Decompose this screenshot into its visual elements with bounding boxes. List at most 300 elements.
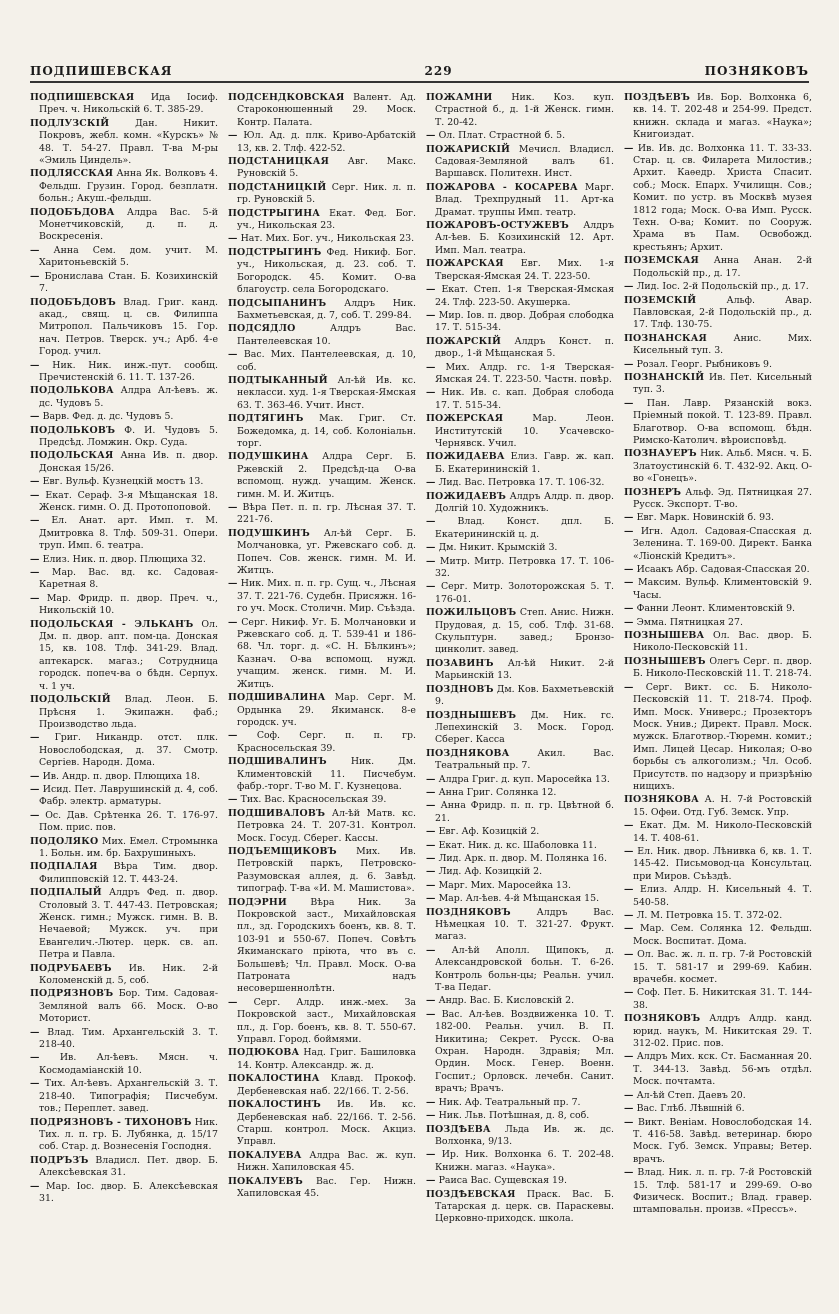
entry-details: Тих. Ал-ѣевъ. Архангельскій 3. Т. 218-40. Типографія; Писчебум. тов.; Переплет. завед.: [39, 1078, 218, 1115]
directory-entry: [228, 182, 416, 207]
entry-details: Ал-ѣй Степ. Даевъ 20.: [636, 1089, 746, 1101]
entry-surname: —: [624, 681, 634, 693]
directory-entry: [624, 512, 812, 524]
entry-details: Пан. Лавр. Рязанскій вокз. Пріемный покой. Т. 123-89. Правл. Благотвор. О-ва вспомощ. бѣдн. Римско-Католич. вѣроисповѣд.: [633, 397, 812, 446]
entry-surname: —: [426, 581, 436, 593]
entry-details: Над. Григ. Башиловка 14. Контр. Александр. ж. д.: [237, 1047, 416, 1071]
directory-entry: [228, 578, 416, 615]
directory-entry: [426, 995, 614, 1007]
entry-details: Фед. Никиф. Бог. уч., Никольская, д. 23. соб. Т. Богородск. 45. Комит. О-ва благоустр. села Богородскаго.: [237, 246, 416, 296]
directory-entry: [624, 359, 812, 371]
entry-surname: —: [426, 130, 436, 142]
directory-entry: [426, 853, 614, 865]
entry-details: Дм. Никит. Крымскій 3.: [438, 542, 558, 554]
entry-details: Фанни Леонт. Климентовскій 9.: [636, 603, 796, 615]
directory-entry: [624, 487, 812, 512]
directory-entry: [228, 1099, 416, 1149]
directory-entry: [426, 1110, 614, 1122]
entry-details: Екат. Дм. М. Николо-Песковскій 14. Т. 408-61.: [633, 820, 812, 844]
entry-surname: —: [624, 845, 634, 857]
directory-entry: [228, 375, 416, 412]
directory-entry: [426, 542, 614, 554]
entry-surname: ПОДСТРЫГИНЪ: [228, 246, 322, 258]
entry-surname: —: [30, 783, 40, 795]
directory-entry: [426, 1175, 614, 1187]
entry-details: Вѣра Тим. двор. Филипповскій 12. Т. 443-24.: [39, 861, 218, 885]
entry-surname: ПОЖИЛЬЦОВЪ: [426, 607, 517, 619]
entry-surname: ПОДСЕНДКОВСКАЯ: [228, 92, 345, 103]
entry-surname: ПОДОЛЬСКАЯ - ЭЛЬКАНЪ: [30, 618, 194, 630]
directory-entry: [228, 413, 416, 450]
directory-entry: [426, 362, 614, 387]
entry-surname: ПОДРУБАЕВЪ: [30, 962, 112, 974]
column-3: [426, 92, 614, 1304]
directory-entry: [30, 593, 218, 618]
directory-entry: [624, 603, 812, 615]
entry-details: Варв. Фед. д. дс. Чудовъ 5.: [42, 411, 174, 423]
entry-surname: ПОЖАРОВА - КОСАРЕВА: [426, 181, 578, 193]
entry-surname: —: [624, 525, 634, 537]
directory-entry: [30, 271, 218, 296]
entry-surname: —: [426, 361, 436, 373]
entry-surname: —: [426, 1149, 436, 1161]
directory-entry: [426, 787, 614, 799]
entry-details: Алдра Ал-ѣевъ. ж. дс. Чудовъ 5.: [39, 385, 218, 409]
entry-details: Олегъ Серг. п. двор. Б. Николо-Песковскій 11. Т. 218-74.: [633, 655, 812, 680]
directory-entry: [624, 1013, 812, 1050]
directory-entry: [426, 413, 614, 450]
entry-surname: ПОДЪЕМЩИКОВЪ: [228, 845, 337, 857]
entry-details: Ал-ѣй Никит. 2-й Марьинскій 13.: [435, 657, 614, 682]
entry-surname: ПОДРЯЗНОВЪ: [30, 988, 114, 1000]
entry-details: Тих. Вас. Красносельская 39.: [240, 794, 387, 806]
directory-entry: [228, 502, 416, 527]
entry-surname: —: [30, 732, 40, 744]
entry-details: Клавд. Прокоф. Дербеневская наб. 22/166. Т. 2-56.: [237, 1073, 416, 1097]
directory-entry: [624, 682, 812, 794]
entry-surname: —: [30, 1078, 40, 1090]
entry-details: Ал-ѣй Аполл. Щипокъ, д. Александровской больн. Т. 6-26. Контроль больн-цы; Реальн. учил. Т-ва Педаг.: [435, 944, 614, 994]
entry-details: Ив. Ал-ѣевъ. Мясн. ч. Космодаміанскій 10.: [39, 1052, 218, 1076]
entry-surname: ПОДСТАНИЦКІЙ: [228, 181, 327, 193]
directory-entry: [228, 233, 416, 245]
entry-surname: ПОЗНЫШЕВЪ: [624, 655, 706, 667]
entry-surname: ПОКАЛУЕВА: [228, 1149, 302, 1161]
entry-details: Евг. Вульф. Кузнецкій мостъ 13.: [42, 476, 204, 488]
directory-entry: [624, 794, 812, 819]
entry-details: Ник. Тих. л. п. гр. Б. Лубянка, д. 15/17 соб. Стар. д. Вознесенія Господня.: [39, 1116, 218, 1153]
entry-surname: ПОДРЯЗНОВЪ - ТИХОНОВЪ: [30, 1116, 192, 1128]
entry-surname: ПОДСТРЫГИНА: [228, 207, 321, 219]
directory-entry: [624, 884, 812, 909]
entry-surname: —: [426, 1008, 436, 1020]
header-left-keyword: ПОДПИШЕВСКАЯ: [30, 64, 173, 78]
directory-entry: [30, 567, 218, 592]
entry-details: Соф. Серг. п. п. гр. Красносельская 39.: [237, 730, 416, 754]
entry-details: Мих. Ив. Петровскій паркъ, Петровско-Разумовская аллея, д. 6. Завѣд. типограф. Т-ва «И. М. Машистова».: [237, 845, 416, 895]
directory-entry: [426, 893, 614, 905]
directory-entry: [30, 411, 218, 423]
entry-surname: ПОДПИШЕВСКАЯ: [30, 92, 135, 103]
entry-details: Исид. Пет. Лаврушинскій д. 4, соб. Фабр. электр. арматуры.: [39, 783, 218, 808]
entry-surname: ПОЖИДАЕВЪ: [426, 490, 506, 502]
entry-surname: —: [624, 987, 634, 999]
entry-surname: —: [624, 564, 634, 576]
entry-details: Ник. Ник. инж.-пут. сообщ. Пречистенскій 6. 11. Т. 137-26.: [39, 359, 218, 383]
directory-entry: [426, 310, 614, 335]
entry-details: Розал. Георг. Рыбниковъ 9.: [636, 358, 772, 370]
entry-details: Ник. Альб. Мясн. ч. Б. Златоустинскій 6. Т. 432-92. Акц. О-во «Гонецъ».: [633, 448, 812, 485]
entry-details: Марг. Влад. Трехпрудный 11. Арт-ка Драмат. труппы Имп. театр.: [435, 181, 614, 218]
entry-details: Анна Анан. 2-й Подольскій пр., д. 17.: [633, 255, 812, 279]
directory-entry: [624, 630, 812, 655]
entry-surname: —: [30, 476, 40, 488]
entry-details: Л. М. Петровка 15. Т. 372-02.: [636, 910, 783, 921]
entry-surname: —: [426, 852, 436, 864]
entry-details: Мак. Григ. Ст. Божедомка, д. 14, соб. Колоніальн. торг.: [237, 413, 416, 449]
entry-details: Анна Григ. Солянка 12.: [438, 786, 557, 798]
directory-entry: [30, 425, 218, 450]
entry-details: Ник. Дм. Климентовскій 11. Писчебум. фабр.-торг. Т-во М. Г. Кузнецова.: [237, 756, 416, 792]
entry-surname: —: [426, 839, 436, 851]
entry-details: Ив. Ив. кс. Дербеневская наб. 22/166. Т. 2-56. Старш. контрол. Моск. Акциз. Управл.: [237, 1099, 416, 1148]
directory-entry: [228, 617, 416, 691]
directory-entry: [426, 477, 614, 489]
entry-details: Мар. Іос. двор. Б. Алексѣевская 31.: [39, 1180, 218, 1204]
entry-surname: ПОДШИВАЛИНЪ: [228, 756, 327, 768]
entry-details: Мар. Ал-ѣев. 4-й Мѣщанская 15.: [438, 893, 600, 905]
column-2: [228, 92, 416, 1304]
entry-surname: ПОЗНЫШЕВА: [624, 630, 705, 642]
entry-surname: —: [426, 309, 436, 321]
directory-entry: [426, 1097, 614, 1109]
directory-entry: [228, 323, 416, 348]
directory-entry: [624, 398, 812, 448]
directory-entry: [30, 810, 218, 835]
entry-details: Ник. Аф. Театральный пр. 7.: [438, 1096, 581, 1108]
entry-details: Мих. Алдр. гс. 1-я Тверская-Ямская 24. Т. 223-50. Частн. повѣр.: [435, 361, 614, 385]
directory-entry: [624, 92, 812, 142]
directory-entry: [624, 820, 812, 845]
entry-surname: —: [228, 996, 238, 1008]
directory-entry: [426, 1009, 614, 1096]
entry-surname: ПОЗАВИНЪ: [426, 657, 494, 669]
directory-entry: [624, 333, 812, 358]
entry-details: Марг. Мих. Маросейка 13.: [438, 879, 571, 891]
entry-surname: ПОКАЛУЕВЪ: [228, 1175, 303, 1187]
entry-surname: —: [426, 893, 436, 905]
directory-entry: [624, 526, 812, 563]
directory-entry: [426, 92, 614, 129]
directory-entry: [426, 607, 614, 657]
entry-details: Дан. Никит. Покровъ, жебл. комн. «Курскъ» № 48. Т. 54-27. Правл. Т-ва М-ры «Эмиль Циндель».: [39, 117, 218, 167]
entry-surname: ПОДШИВАЛОВЪ: [228, 807, 326, 819]
entry-details: Евг. Мих. 1-я Тверская-Ямская 24. Т. 223-50.: [435, 258, 614, 282]
directory-entry: [624, 923, 812, 948]
entry-details: Альф. Авар. Павловская, 2-й Подольскій пр., д. 17. Тлф. 130-75.: [633, 294, 812, 331]
entry-details: Мар. Серг. М. Ордынка 29. Якиманск. 8-е городск. уч.: [237, 692, 416, 728]
entry-surname: —: [30, 411, 40, 423]
directory-entry: [426, 1149, 614, 1174]
entry-details: Ал-ѣй Серг. Б. Молчановка, уг. Ржевскаго соб. д. Попеч. Сов. женск. гимн. М. И. Житцъ.: [237, 527, 416, 577]
entry-surname: ПОДСЯДЛО: [228, 323, 296, 335]
entry-surname: —: [426, 477, 436, 489]
entry-details: Алдръ Алдр. п. двор. Долгій 10. Художникъ.: [435, 490, 614, 514]
entry-details: Лид. Аф. Козицкій 2.: [438, 866, 543, 878]
entry-details: Ида Іосиф. Преч. ч. Никольскій 6. Т. 385-29.: [39, 92, 218, 116]
directory-entry: [426, 1124, 614, 1149]
entry-details: Ник. Мих. п. п. гр. Сущ. ч., Лѣсная 37. Т. 221-76. Судебн. Присяжн. 16-го уч. Моск. Столичн. Мир. Съѣзда.: [237, 578, 416, 615]
entry-details: Алдра Серг. Б. Ржевскій 2. Предсѣд-ца О-ва вспомощ. нужд. учащим. Женск. гимн. М. И. Житцъ.: [237, 451, 416, 500]
entry-details: Юл. Ад. д. плк. Криво-Арбатскій 13, кв. 2. Тлф. 422-52.: [237, 130, 416, 154]
entry-surname: —: [228, 502, 238, 513]
directory-entry: [624, 656, 812, 681]
directory-entry: [624, 448, 812, 485]
directory-entry: [30, 771, 218, 783]
entry-surname: —: [426, 516, 436, 528]
directory-entry: [228, 156, 416, 181]
directory-entry: [30, 118, 218, 168]
entry-surname: ПОДШИВАЛИНА: [228, 692, 326, 704]
entry-surname: ПОЗДНОВЪ: [426, 683, 494, 695]
directory-entry: [228, 1047, 416, 1072]
entry-details: Евг. Марк. Новинскій б. 93.: [636, 512, 775, 524]
entry-surname: ПОДПАЛАЯ: [30, 861, 98, 873]
directory-entry: [30, 554, 218, 566]
entry-surname: —: [30, 553, 40, 565]
entry-details: Влад. Конст. дпл. Б. Екатерининскій ц. д.: [435, 516, 614, 540]
entry-surname: —: [426, 1110, 436, 1122]
entry-details: Бор. Тим. Садовая-Земляной валъ 66. Моск. О-во Моторист.: [39, 988, 218, 1025]
entry-surname: —: [228, 349, 238, 361]
entry-surname: —: [228, 730, 238, 742]
entry-surname: ПОЗДѢЕВА: [426, 1123, 491, 1135]
directory-entry: [228, 247, 416, 297]
entry-details: Ол. Вас. двор. Б. Николо-Песковскій 11.: [633, 630, 812, 654]
entry-details: Андр. Вас. Б. Кисловскій 2.: [438, 995, 575, 1007]
directory-entry: [426, 945, 614, 995]
directory-entry: [426, 866, 614, 878]
entry-details: Влад. Тим. Архангельскій 3. Т. 218-40.: [39, 1026, 218, 1051]
directory-entry: [30, 1117, 218, 1154]
entry-details: Ив. Пет. Кисельный туп. 3.: [633, 371, 812, 396]
entry-surname: ПОЖАРСКАЯ: [426, 258, 504, 270]
entry-details: Ив. Ив. дс. Волхонка 11. Т. 33-33. Стар. ц. св. Филарета Милостив.; Архит. Каѳедр. Христа Спасит. соб.; Моск. Епарх. Училищн. Сов.; Комит. по устр. въ Москвѣ музея 1812 года; Моск. О-ва Имп. Русск. Техн. О-ва; Комит. по Сооруж. Храма въ Пам. Освобожд. крестьянъ; Архит.: [633, 142, 812, 253]
directory-entry: [426, 130, 614, 142]
entry-surname: —: [624, 1167, 634, 1179]
entry-surname: —: [624, 949, 634, 961]
entry-details: Авг. Макс. Руновскій 5.: [237, 156, 416, 180]
directory-entry: [228, 528, 416, 578]
entry-details: Анна Як. Волковъ 4. Фельдш. Грузин. Город. безплатн. больн.; Акуш.-фельдш.: [39, 168, 218, 205]
entry-surname: —: [426, 800, 436, 812]
directory-entry: [624, 564, 812, 576]
entry-details: Мечисл. Владисл. Садовая-Земляной валъ 61. Варшавск. Политехн. Инст.: [435, 143, 614, 180]
entry-details: Ив. Андр. п. двор. Плющиха 18.: [42, 770, 200, 782]
entry-surname: —: [228, 233, 238, 245]
entry-details: Анис. Мих. Кисельный туп. 3.: [633, 332, 812, 357]
entry-surname: ПОДЮКОВА: [228, 1047, 300, 1059]
entry-surname: —: [30, 489, 40, 501]
entry-details: Нат. Мих. Бог. уч., Никольская 23.: [240, 233, 415, 245]
entry-details: Лид. Арк. п. двор. М. Полянка 16.: [438, 852, 607, 864]
entry-surname: ПОЗДНЯКОВА: [426, 747, 510, 759]
entry-details: Ник. Льв. Потѣшная, д. 8, соб.: [438, 1110, 590, 1122]
directory-entry: [228, 1073, 416, 1098]
entry-surname: —: [426, 866, 436, 878]
entry-surname: —: [30, 270, 40, 282]
entry-details: Алдра Григ. д. куп. Маросейка 13.: [438, 773, 610, 785]
column-1: [30, 92, 218, 1304]
directory-entry: [426, 1189, 614, 1226]
entry-surname: —: [228, 578, 238, 590]
directory-entry: [426, 387, 614, 412]
entry-details: Елиз. Алдр. Н. Кисельный 4. Т. 540-58.: [633, 884, 812, 908]
entry-surname: ПОЗЕМСКІЙ: [624, 294, 697, 306]
directory-entry: [30, 1052, 218, 1077]
entry-surname: —: [426, 773, 436, 785]
directory-entry: [30, 515, 218, 552]
directory-entry: [228, 897, 416, 996]
directory-entry: [228, 349, 416, 374]
entry-surname: —: [426, 284, 436, 296]
entry-surname: —: [624, 1103, 634, 1115]
entry-surname: —: [30, 515, 40, 527]
entry-surname: ПОЗНЯКОВА: [624, 794, 699, 806]
entry-surname: ПОЖЕРСКАЯ: [426, 413, 504, 425]
entry-surname: —: [30, 359, 40, 371]
entry-details: Алдръ Ал-ѣев. Б. Козихинскій 12. Арт. Имп. Мал. театра.: [435, 220, 614, 256]
directory-entry: [228, 1150, 416, 1175]
entry-surname: —: [426, 786, 436, 798]
directory-entry: [426, 800, 614, 825]
entry-surname: ПОДОЛЯКО: [30, 835, 99, 847]
entry-details: Ос. Дав. Срѣтенка 26. Т. 176-97. Пом. прис. пов.: [39, 809, 218, 834]
directory-entry: [624, 1167, 812, 1217]
entry-details: Влад. Леон. Б. Прѣсня 1. Экипажн. фаб.; Производство льда.: [39, 694, 218, 730]
entry-details: Ник. Коз. куп. Страстной б., д. 1-й Женск. гимн. Т. 20-42.: [435, 92, 614, 128]
entry-details: Елиз. Гавр. ж. кап. Б. Екатерининскій 1.: [435, 451, 614, 475]
directory-entry: [624, 910, 812, 922]
directory-entry: [30, 1181, 218, 1206]
directory-entry: [426, 710, 614, 747]
entry-surname: —: [30, 244, 40, 256]
entry-surname: ПОЗДѢЕВЪ: [624, 92, 691, 103]
directory-entry: [30, 360, 218, 385]
entry-surname: ПОДОЛЬСКІЙ: [30, 694, 111, 706]
entry-details: Анна Ив. п. двор. Донская 15/26.: [39, 450, 218, 474]
entry-surname: ПОЖАРИСКІЙ: [426, 143, 511, 155]
entry-surname: —: [624, 603, 634, 615]
page-header: [30, 58, 809, 78]
entry-surname: —: [426, 879, 436, 891]
directory-entry: [30, 490, 218, 515]
directory-entry: [426, 491, 614, 516]
entry-surname: ПОДЛЯССКАЯ: [30, 168, 114, 180]
directory-entry: [624, 255, 812, 280]
entry-details: Алдръ Мих. кск. Ст. Басманная 20. Т. 344-13. Завѣд. 56-мъ отдѣл. Моск. почтамта.: [633, 1051, 812, 1088]
entry-details: Вас. Мих. Пантелеевская, д. 10, соб.: [237, 349, 416, 373]
directory-entry: [30, 861, 218, 886]
entry-details: Анна Сем. дом. учит. М. Харитоньевскій 5.: [39, 244, 218, 269]
entry-details: Серг. Ник. л. п. гр. Руновскій 5.: [237, 181, 416, 206]
entry-surname: ПОЗНАУЕРЪ: [624, 448, 697, 460]
directory-entry: [30, 619, 218, 693]
entry-surname: ПОДОБЪДОВА: [30, 206, 115, 218]
directory-entry: [30, 168, 218, 205]
entry-details: Максим. Вульф. Климентовскій 9. Часы.: [633, 577, 812, 601]
entry-details: Ол. Плат. Страстной б. 5.: [438, 130, 566, 142]
directory-entry: [426, 336, 614, 361]
entry-details: Влад. Ник. л. п. гр. 7-й Ростовскій 15. Тлф. 581-17 и 299-69. О-во Физическ. Воспит.; Влад. гравер. штамповальн. произв. «Прессъ».: [633, 1167, 812, 1216]
directory-entry: [228, 130, 416, 155]
directory-entry: [426, 840, 614, 852]
entry-surname: —: [426, 826, 436, 838]
entry-details: Ир. Ник. Волхонка 6. Т. 202-48. Книжн. магаз. «Наука».: [435, 1149, 614, 1173]
entry-surname: ПОКАЛОСТИНЪ: [228, 1099, 321, 1111]
entry-surname: —: [624, 923, 634, 935]
entry-surname: ПОЗНАНСКІЙ: [624, 371, 705, 383]
directory-entry: [228, 451, 416, 501]
entry-details: Митр. Митр. Петровка 17. Т. 106-32.: [435, 555, 614, 580]
entry-surname: ПОДОБЪДОВЪ: [30, 296, 116, 308]
entry-surname: —: [228, 794, 238, 806]
entry-details: Екат. Ник. д. кс. Шаболовка 11.: [438, 839, 597, 851]
directory-entry: [228, 208, 416, 233]
entry-details: Акил. Вас. Театральный пр. 7.: [435, 747, 614, 772]
entry-details: Алдра Вас. ж. куп. Нижн. Хапиловская 45.: [237, 1149, 416, 1174]
directory-entry: [228, 756, 416, 793]
entry-surname: —: [624, 512, 634, 524]
directory-entry: [30, 836, 218, 861]
directory-entry: [228, 997, 416, 1047]
entry-surname: —: [624, 1116, 634, 1128]
entry-details: Мар. Сем. Солянка 12. Фельдш. Моск. Воспитат. Дома.: [633, 923, 812, 947]
entry-details: Игн. Адол. Садовая-Спасская д. Зеленина. Т. 169-00. Директ. Банка «Ліонскій Кредитъ».: [633, 525, 812, 562]
entry-surname: —: [426, 1096, 436, 1108]
entry-details: Исаакъ Абр. Садовая-Спасская 20.: [636, 564, 810, 576]
entry-details: Вѣра Ник. За Покровской заст., Михайловская пл., зд. Городскихъ боенъ, кв. 8. Т. 103-91 и 550-67. Попеч. Совѣтъ Якиманскаго пріюта, что въ с. Большевѣ; Чл. Правл. Моск. О-ва Патроната надъ несовершеннолѣтн.: [237, 896, 416, 995]
entry-surname: ПОЗНЕРЪ: [624, 486, 682, 498]
entry-details: Вас. Ал-ѣев. Воздвиженка 10. Т. 182-00. Реальн. учил. В. П. Никитина; Секрет. Русск. О-ва Охран. Народн. Здравія; Мл. Ордин. Моск. Генер. Военн. Госпит.; Орловск. лечебн. Санит. врачъ; Врачъ.: [435, 1008, 614, 1095]
directory-entry: [30, 1078, 218, 1115]
entry-surname: ПОДСЫПАНИНЪ: [228, 297, 327, 309]
column-4: [624, 92, 812, 1304]
entry-surname: ПОДУШКИНА: [228, 451, 309, 463]
directory-entry: [426, 144, 614, 181]
entry-surname: —: [30, 1052, 40, 1064]
entry-details: Ол. Вас. ж. л. п. гр. 7-й Ростовскій 15. Т. 581-17 и 299-69. Кабин. врачебн. космет.: [633, 949, 812, 986]
directory-entry: [426, 581, 614, 606]
directory-entry: [426, 258, 614, 283]
directory-entry: [228, 92, 416, 129]
entry-details: Праск. Вас. Б. Татарская д. церк. св. Параскевы. Церковно-приходск. школа.: [435, 1188, 614, 1225]
entry-surname: ПОКАЛОСТИНА: [228, 1073, 320, 1085]
entry-details: Серг. Викт. сс. Б. Николо-Песковскій 11. Т. 218-74. Проф. Имп. Моск. Универс.; Прозекторъ Моск. Унив.; Директ. Правл. Моск. мужск. Благотвор.-Тюремн. комит.; Имп. Лицей Цесар. Николая; О-во борьбы съ алкоголизм.; Чл. Особ. Присутств. по надзору и призрѣнію нищихъ.: [633, 681, 812, 792]
entry-details: Ал-ѣй Матв. кс. Петровка 24. Т. 207-31. Контрол. Моск. Госуд. Сберег. Кассы.: [237, 807, 416, 844]
directory-entry: [624, 1103, 812, 1115]
entry-details: Ив. Бор. Волхонка 6, кв. 14. Т. 202-48 и 254-99. Предст. книжн. склада и магаз. «Наука»; Книгоиздат.: [633, 92, 812, 141]
entry-surname: ПОЖИДАЕВА: [426, 451, 505, 463]
directory-entry: [30, 450, 218, 475]
directory-entry: [624, 617, 812, 629]
entry-surname: ПОЗДѢЕВСКАЯ: [426, 1188, 516, 1200]
entry-details: Мир. Іов. п. двор. Добрая слободка 17. Т. 515-34.: [435, 309, 614, 334]
directory-entry: [426, 774, 614, 786]
entry-surname: ПОЖАРСКІЙ: [426, 335, 502, 347]
directory-entry: [426, 556, 614, 581]
directory-entry: [30, 385, 218, 410]
